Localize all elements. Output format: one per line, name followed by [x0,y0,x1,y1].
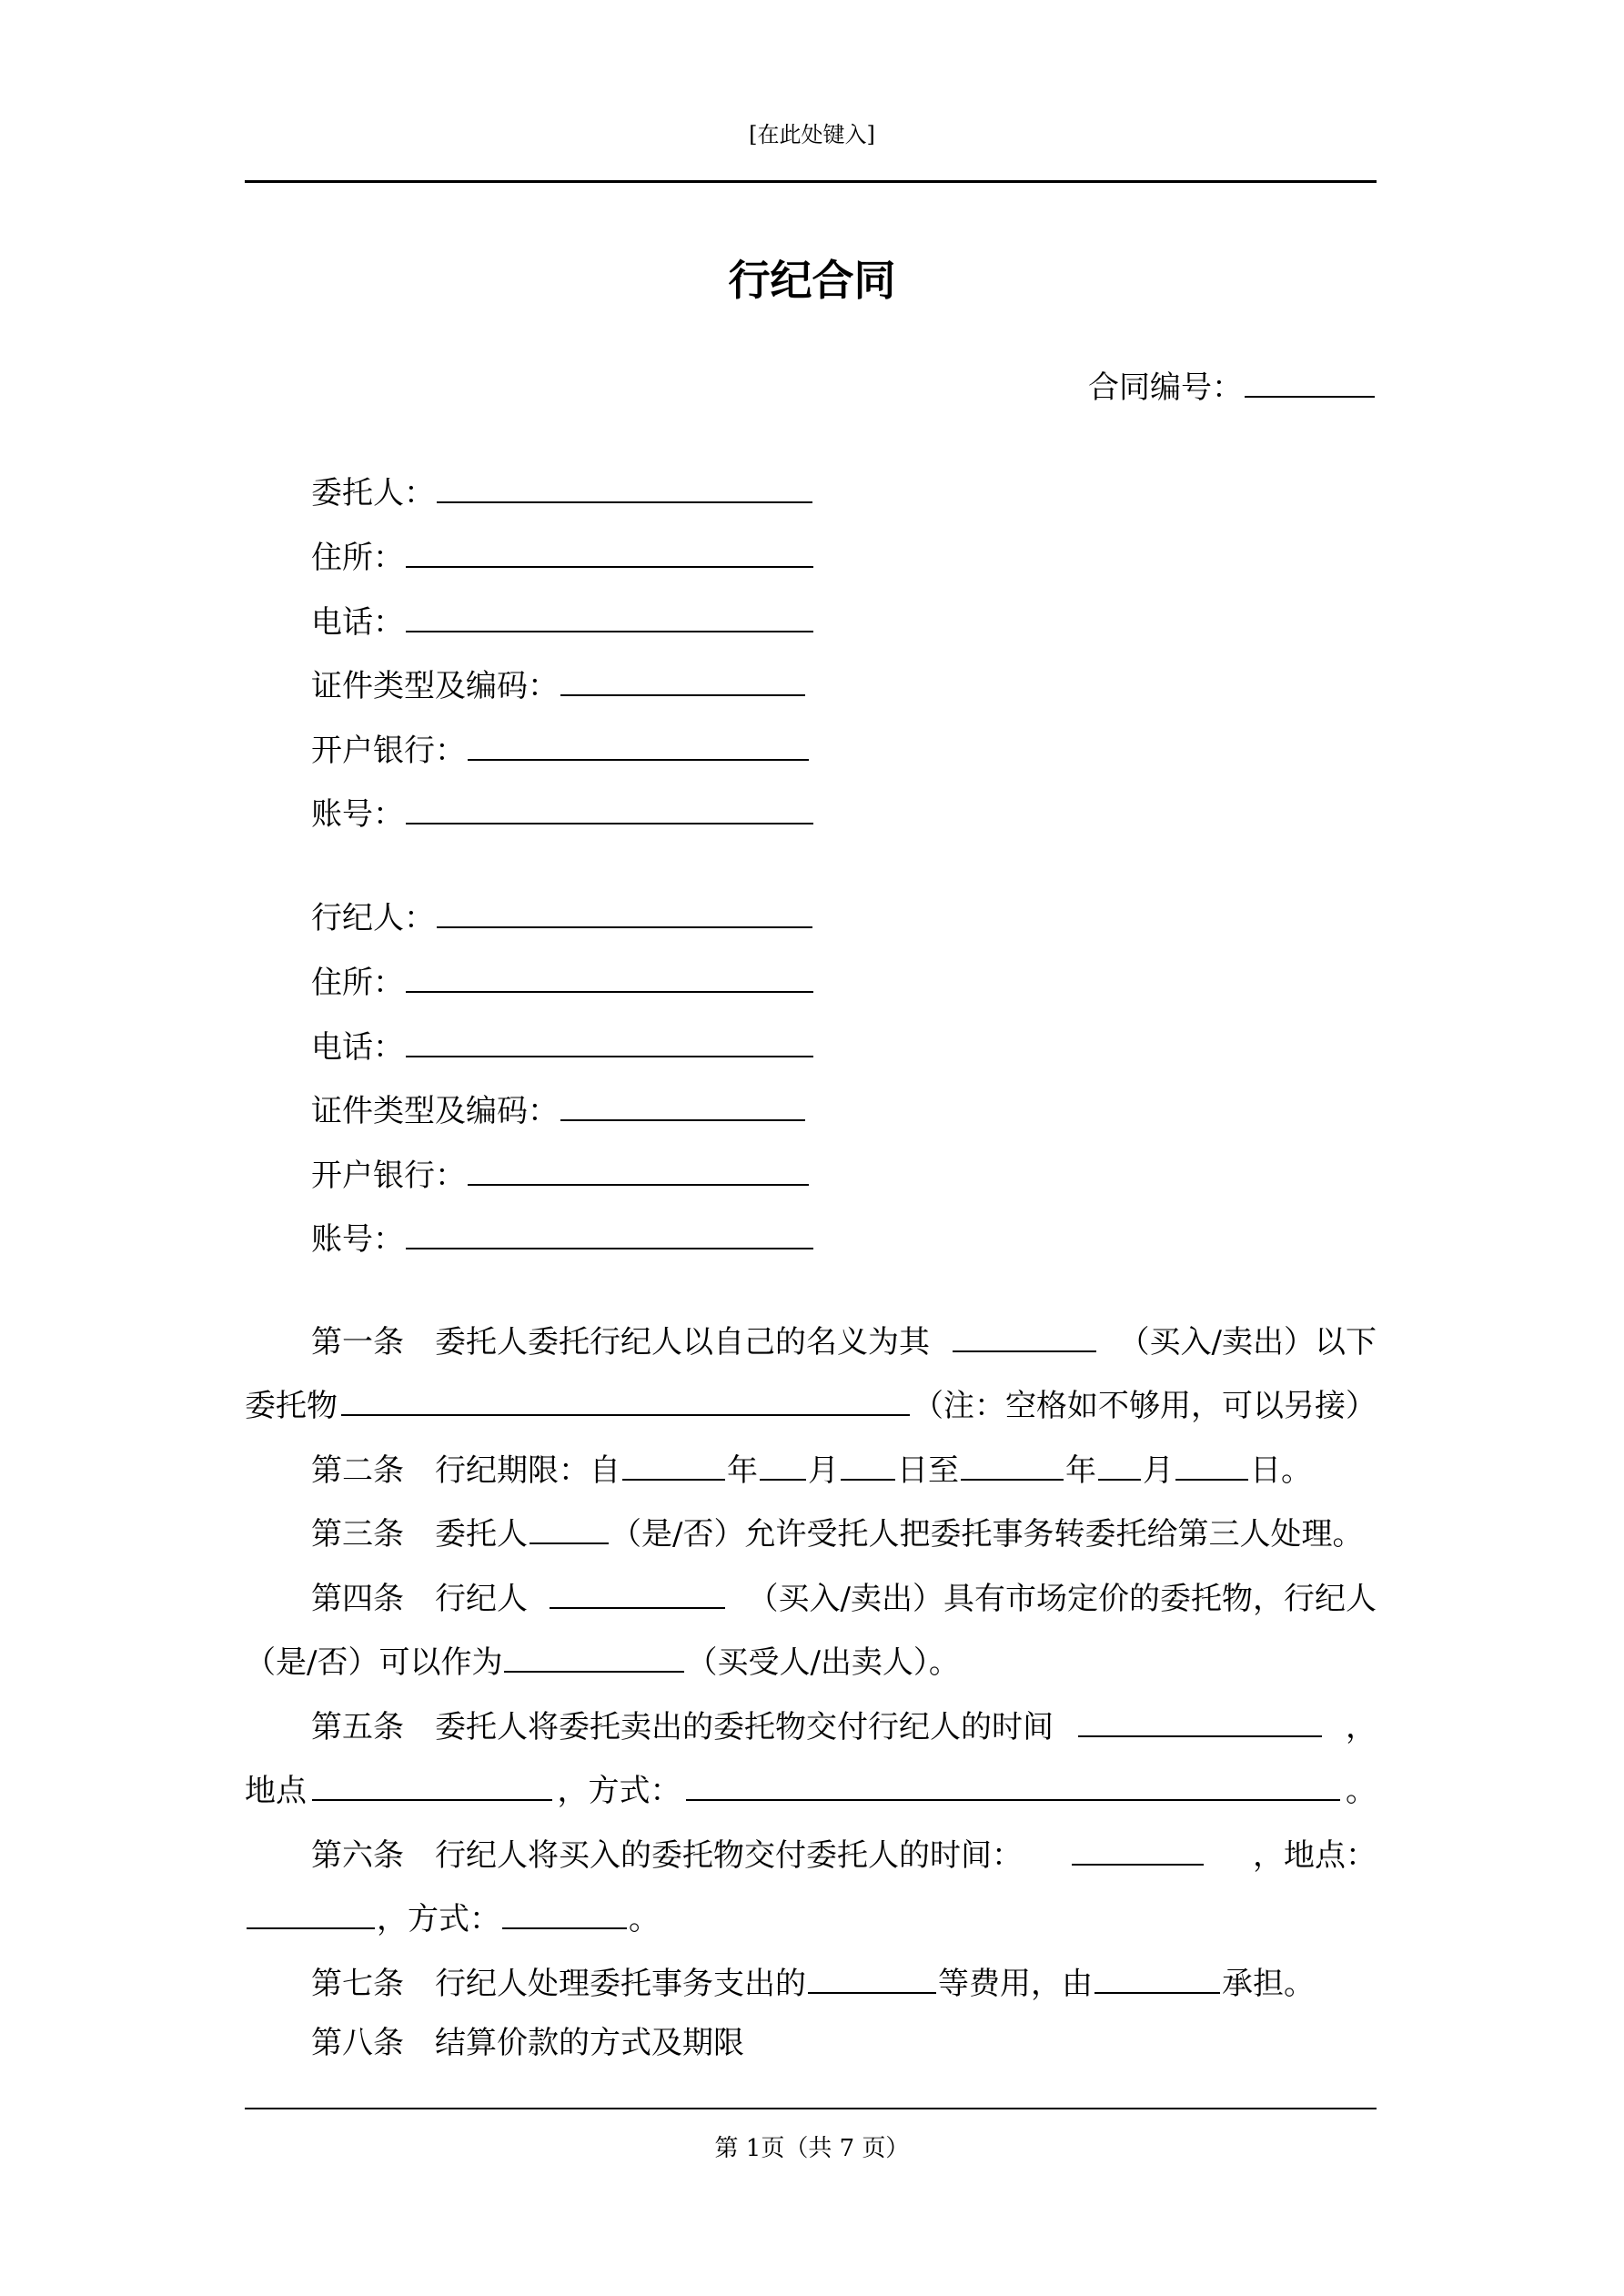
field-label: 电话： [311,1029,404,1066]
field-blank[interactable] [406,790,813,824]
article-1-line-2 [245,1381,1377,1427]
blank[interactable] [504,1638,684,1673]
field-blank[interactable] [406,1023,813,1057]
contract-number [1088,363,1377,409]
field-blank[interactable] [406,1215,813,1249]
principal-id-field [311,662,807,707]
text: 月 [808,1452,839,1489]
header-rule [245,180,1377,183]
article-6-line-2 [245,1895,660,1940]
broker-bank-field [311,1151,811,1197]
blank[interactable] [502,1895,627,1929]
blank[interactable] [953,1318,1096,1352]
article-4-line-1 [311,1574,1377,1620]
text: （买入/卖出）具有市场定价的委托物，行纪人 [747,1581,1377,1617]
article-8: 第八条 结算价款的方式及期限 [311,2025,744,2061]
text: ，方式： [557,1773,681,1809]
text: 第五条 委托人将委托卖出的委托物交付行纪人的时间 [311,1709,1054,1745]
page-header: [在此处键入] [749,122,875,147]
text: 地点 [245,1773,307,1809]
text: 第六条 行纪人将买入的委托物交付委托人的时间： [311,1837,1023,1874]
blank[interactable] [1175,1446,1248,1481]
field-label: 开户银行： [311,733,466,769]
article-2 [311,1446,1312,1492]
article-5-line-2 [245,1766,1377,1812]
field-label: 证件类型及编码： [311,668,559,704]
blank[interactable] [312,1766,552,1801]
text: 日至 [897,1452,959,1489]
field-blank[interactable] [560,1087,805,1121]
text: （是/否）可以作为 [245,1644,503,1681]
text: 日。 [1250,1452,1312,1489]
principal-bank-field [311,726,811,772]
broker-account-field [311,1215,815,1260]
text: 第三条 委托人 [311,1516,528,1553]
principal-name-field [311,469,814,514]
document-title: 行纪合同 [728,256,896,305]
text: （是/否）允许受托人把委托事务转委托给第三人处理。 [610,1516,1364,1553]
field-blank[interactable] [468,1151,809,1186]
text: 第一条 委托人委托行纪人以自己的名义为其 [311,1324,930,1360]
field-label: 委托人： [311,475,435,511]
blank[interactable] [550,1574,725,1609]
blank[interactable] [530,1510,609,1544]
field-label: 行纪人： [311,900,435,936]
text: 月 [1143,1452,1174,1489]
blank[interactable] [1098,1446,1141,1481]
field-blank[interactable] [406,533,813,568]
blank[interactable] [841,1446,895,1481]
text: 年 [727,1452,758,1489]
text: 。 [629,1901,660,1937]
blank[interactable] [622,1446,725,1481]
text: 第二条 行纪期限：自 [311,1452,620,1489]
principal-phone-field [311,598,815,643]
broker-phone-field [311,1023,815,1068]
field-label: 证件类型及编码： [311,1093,559,1129]
broker-address-field [311,958,815,1004]
text: 承担。 [1222,1966,1315,2002]
page-footer: 第 1页（共 7 页） [714,2135,910,2162]
field-blank[interactable] [437,894,812,928]
field-blank[interactable] [437,469,812,503]
contract-number-label: 合同编号： [1088,369,1243,406]
text: （买入/卖出）以下 [1118,1324,1377,1360]
blank[interactable] [341,1381,910,1416]
blank[interactable] [686,1766,1340,1801]
field-label: 电话： [311,604,404,641]
field-blank[interactable] [406,598,813,632]
text: 第四条 行纪人 [311,1581,528,1617]
article-6-line-1 [311,1831,1377,1876]
text: （注：空格如不够用，可以另接） [913,1388,1377,1424]
text: ，方式： [377,1901,500,1937]
text: 等费用，由 [938,1966,1093,2002]
text: （买受人/出卖人）。 [686,1644,960,1681]
article-5-line-1 [311,1703,1377,1748]
broker-id-field [311,1087,807,1132]
blank[interactable] [808,1959,936,1994]
text: 委托物 [245,1388,338,1424]
article-3 [311,1510,1363,1555]
field-label: 账号： [311,1221,404,1258]
field-label: 住所： [311,965,404,1001]
text: 第七条 行纪人处理委托事务支出的 [311,1966,806,2002]
field-label: 住所： [311,540,404,576]
text: ， [1346,1709,1377,1745]
article-7 [311,1959,1315,2005]
blank[interactable] [1094,1959,1220,1994]
broker-name-field [311,894,814,939]
blank[interactable] [961,1446,1064,1481]
principal-address-field [311,533,815,579]
blank[interactable] [1072,1831,1204,1866]
field-label: 账号： [311,796,404,833]
blank[interactable] [760,1446,806,1481]
footer-rule [245,2108,1377,2109]
field-blank[interactable] [406,958,813,993]
blank[interactable] [247,1895,375,1929]
text: 。 [1346,1773,1377,1809]
article-1-line-1 [311,1318,1377,1363]
text: 年 [1065,1452,1096,1489]
field-label: 开户银行： [311,1158,466,1194]
contract-number-blank[interactable] [1245,363,1375,398]
text: ，地点： [1253,1837,1377,1874]
field-blank[interactable] [468,726,809,761]
article-4-line-2 [245,1638,960,1684]
principal-account-field [311,790,815,835]
field-blank[interactable] [560,662,805,696]
blank[interactable] [1078,1703,1322,1737]
